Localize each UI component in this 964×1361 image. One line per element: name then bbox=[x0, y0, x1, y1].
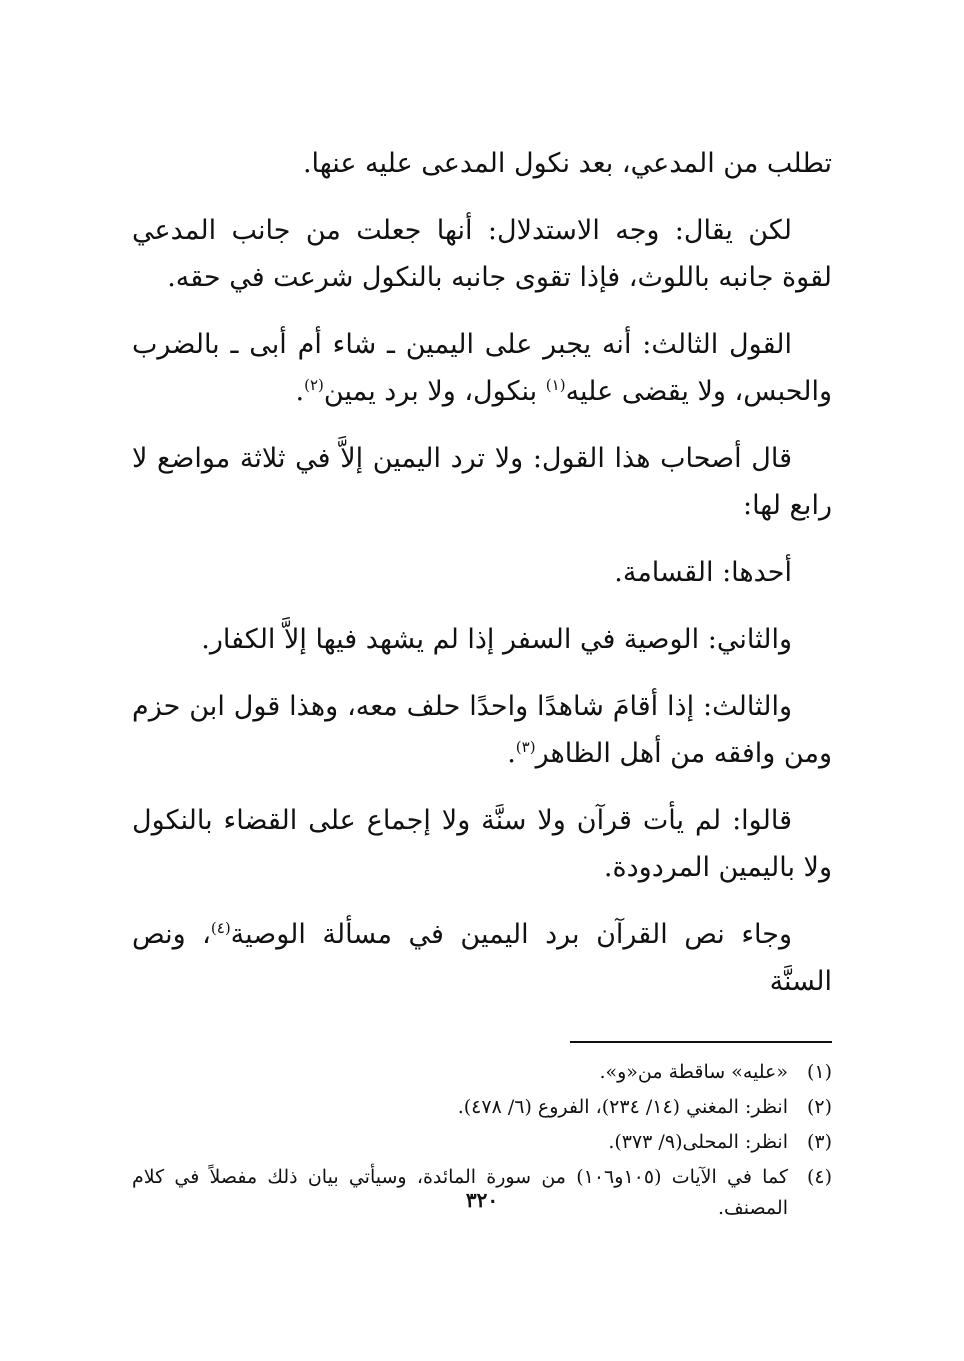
footnote-text: «عليه» ساقطة من«و». bbox=[599, 1061, 788, 1083]
footnote-ref-4[interactable]: (٤) bbox=[210, 919, 231, 937]
paragraph-9-text-a: وجاء نص القرآن برد اليمين في مسألة الوصية bbox=[230, 919, 792, 950]
footnote-item bbox=[132, 1092, 832, 1123]
paragraph-3-text-a: القول الثالث: أنه يجبر على اليمين ـ شاء أم أبى ـ بالضرب والحبس، ولا يقضى عليه bbox=[132, 329, 832, 407]
paragraph-8: قالوا: لم يأت قرآن ولا سنَّة ولا إجماع على القضاء بالنكول ولا باليمين المردودة. bbox=[132, 805, 832, 883]
page-body bbox=[132, 140, 832, 1228]
footnote-text: كما في الآيات (١٠٥و١٠٦) من سورة المائدة، وسيأتي بيان ذلك مفصلاً في كلام المصنف. bbox=[132, 1166, 788, 1219]
footnote-item bbox=[132, 1057, 832, 1088]
paragraph-6: والثاني: الوصية في السفر إذا لم يشهد فيها إلاَّ الكفار. bbox=[201, 624, 792, 655]
paragraph-9-text-b: ، ونص السنَّة bbox=[132, 919, 832, 997]
paragraph-3 bbox=[132, 321, 832, 415]
page-number: ٣٢٠ bbox=[465, 1188, 499, 1212]
footnote-text: انظر: المحلى(٩/ ٣٧٣). bbox=[608, 1131, 788, 1153]
footnote-text: انظر: المغني (١٤/ ٢٣٤)، الفروع (٦/ ٤٧٨). bbox=[457, 1096, 788, 1118]
footnote-number: (٢) bbox=[806, 1096, 832, 1118]
footnote-ref-2[interactable]: (٢) bbox=[304, 376, 324, 394]
footnote-number: (١) bbox=[806, 1061, 832, 1083]
paragraph-5: أحدها: القسامة. bbox=[614, 557, 792, 588]
paragraph-7 bbox=[132, 683, 832, 777]
footnote-ref-1[interactable]: (١) bbox=[545, 376, 566, 394]
paragraph-7-text-b: . bbox=[507, 738, 516, 769]
paragraph-2: لكن يقال: وجه الاستدلال: أنها جعلت من جانب المدعي لقوة جانبه باللوث، فإذا تقوى جانبه بالنكول شرعت في حقه. bbox=[132, 215, 832, 293]
paragraph-9 bbox=[132, 911, 832, 1005]
footnote-divider bbox=[570, 1041, 832, 1043]
paragraph-7-text-a: والثالث: إذا أقامَ شاهدًا واحدًا حلف معه، وهذا قول ابن حزم ومن وافقه من أهل الظاهر bbox=[132, 691, 832, 769]
footnote-number: (٤) bbox=[806, 1166, 832, 1188]
paragraph-3-text-c: . bbox=[295, 376, 305, 407]
footnote-ref-3[interactable]: (٣) bbox=[515, 738, 536, 756]
paragraph-3-text-b: بنكول، ولا برد يمين bbox=[323, 376, 546, 407]
footnote-item bbox=[132, 1127, 832, 1158]
footnote-number: (٣) bbox=[806, 1131, 832, 1153]
paragraph-1: تطلب من المدعي، بعد نكول المدعى عليه عنها. bbox=[302, 148, 832, 179]
paragraph-4: قال أصحاب هذا القول: ولا ترد اليمين إلاَّ في ثلاثة مواضع لا رابع لها: bbox=[132, 443, 832, 521]
